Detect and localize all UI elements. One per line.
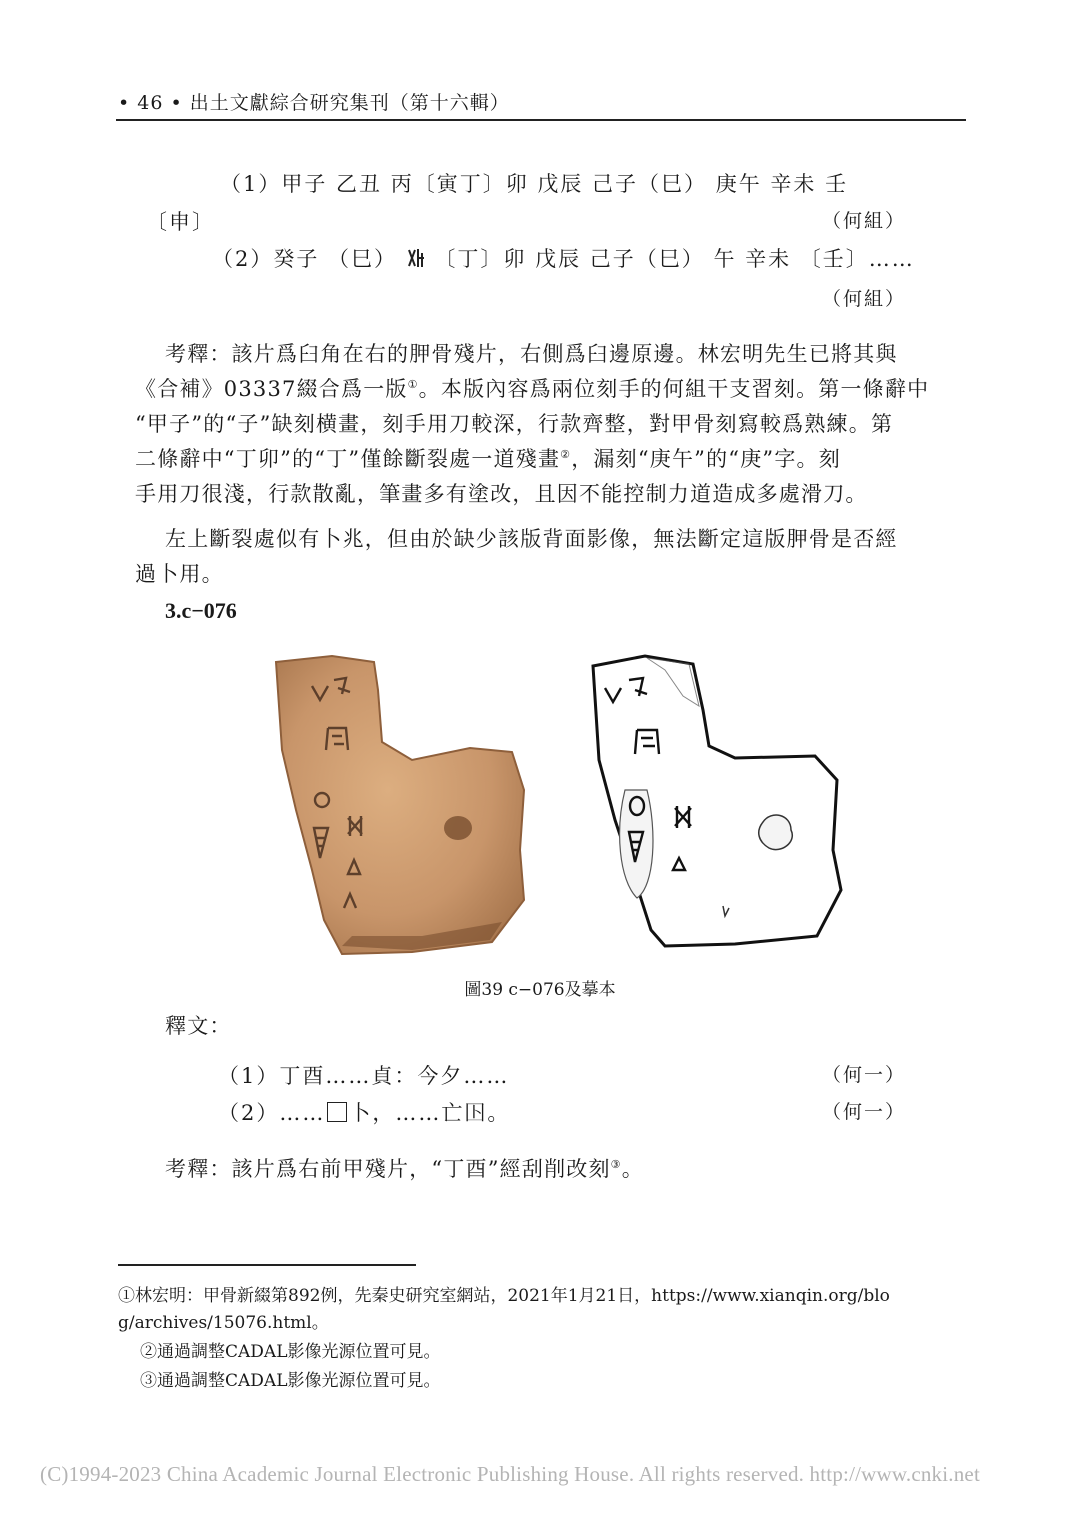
oracle-glyph-icon bbox=[406, 247, 426, 269]
transcription-line-2 bbox=[212, 243, 915, 273]
transcription-line-1: （1）甲子 乙丑 丙〔寅丁〕卯 戊辰 己子（巳） 庚午 辛未 壬 bbox=[220, 172, 849, 196]
para2-line-2: 過卜用。 bbox=[135, 562, 224, 586]
kaoshi-line-2 bbox=[135, 373, 965, 403]
footnote-3: ③通過調整CADAL影像光源位置可見。 bbox=[140, 1371, 441, 1391]
transcription-line-2-start: （2）癸子 （巳） bbox=[212, 247, 398, 271]
figure-caption: 圖39 c−076及摹本 bbox=[464, 980, 616, 1000]
kaoshi-line-4-b: ，漏刻“庚午”的“庚”字。刻 bbox=[571, 447, 841, 471]
header-rule bbox=[116, 119, 966, 121]
footnote-2: ②通過調整CADAL影像光源位置可見。 bbox=[140, 1342, 441, 1362]
shiwen-entry-2 bbox=[218, 1097, 510, 1127]
copyright-footer: (C)1994-2023 China Academic Journal Electronic Publishing House. All rights reserved. http://www.cnki.net bbox=[40, 1462, 980, 1486]
kaoshi-line-4-a: 二條辭中“丁卯”的“丁”僅餘斷裂處一道殘畫 bbox=[135, 447, 561, 471]
group-note-2: （何組） bbox=[822, 288, 907, 310]
shiwen-label: 釋文： bbox=[165, 1014, 232, 1038]
kaoshi-line-2-b: 。本版內容爲兩位刻手的何組干支習刻。第一條辭中 bbox=[418, 377, 930, 401]
section-title: 3.c−076 bbox=[165, 598, 237, 623]
transcription-line-2-rest: 〔丁〕卯 戊辰 己子（巳） 午 辛未 〔壬〕…… bbox=[434, 247, 915, 271]
kaoshi-line-3: “甲子”的“子”缺刻横畫，刻手用刀較深，行款齊整，對甲骨刻寫較爲熟練。第 bbox=[135, 412, 894, 436]
kaoshi-2-end: 。 bbox=[621, 1157, 644, 1181]
running-head: • 46 • 出土文獻綜合研究集刊（第十六輯） bbox=[118, 92, 510, 114]
shiwen-group-2: （何一） bbox=[822, 1101, 907, 1123]
kaoshi-line-4 bbox=[135, 443, 965, 473]
kaoshi-line-2-a: 《合補》03337綴合爲一版 bbox=[135, 377, 408, 401]
group-note-1: （何組） bbox=[822, 210, 907, 232]
footnote-1-continued: g/archives/15076.html。 bbox=[118, 1313, 329, 1333]
shiwen-group-1: （何一） bbox=[822, 1064, 907, 1086]
kaoshi-line-1: 考釋：該片爲臼角在右的胛骨殘片，右側爲臼邊原邊。林宏明先生已將其與 bbox=[165, 342, 898, 366]
kaoshi-2-text: 考釋：該片爲右前甲殘片，“丁酉”經刮削改刻 bbox=[165, 1157, 611, 1181]
shiwen-entry-2-b: 卜，……亡𡆥。 bbox=[349, 1101, 511, 1125]
transcription-line-1-continued: 〔申〕 bbox=[146, 210, 215, 234]
kaoshi-2 bbox=[165, 1153, 995, 1183]
shiwen-entry-2-a: （2）…… bbox=[218, 1101, 326, 1125]
footnote-mark-1: ① bbox=[407, 378, 419, 391]
para2-line-1: 左上斷裂處似有卜兆，但由於缺少該版背面影像，無法斷定這版胛骨是否經 bbox=[165, 527, 898, 551]
footnote-mark-2: ② bbox=[560, 448, 572, 461]
footnote-1: ①林宏明：甲骨新綴第892例，先秦史研究室網站，2021年1月21日，https://www.xianqin.org/blo bbox=[118, 1286, 890, 1306]
missing-character-box bbox=[327, 1102, 347, 1122]
bone-fragment-drawing bbox=[585, 650, 845, 955]
bone-fragment-photo bbox=[262, 650, 542, 960]
kaoshi-line-5: 手用刀很淺，行款散亂，筆畫多有塗改，且因不能控制力道造成多處滑刀。 bbox=[135, 482, 868, 506]
shiwen-entry-1: （1）丁酉……貞：今夕…… bbox=[218, 1064, 510, 1088]
footnote-mark-3: ③ bbox=[610, 1158, 622, 1171]
footnote-rule bbox=[118, 1264, 416, 1266]
